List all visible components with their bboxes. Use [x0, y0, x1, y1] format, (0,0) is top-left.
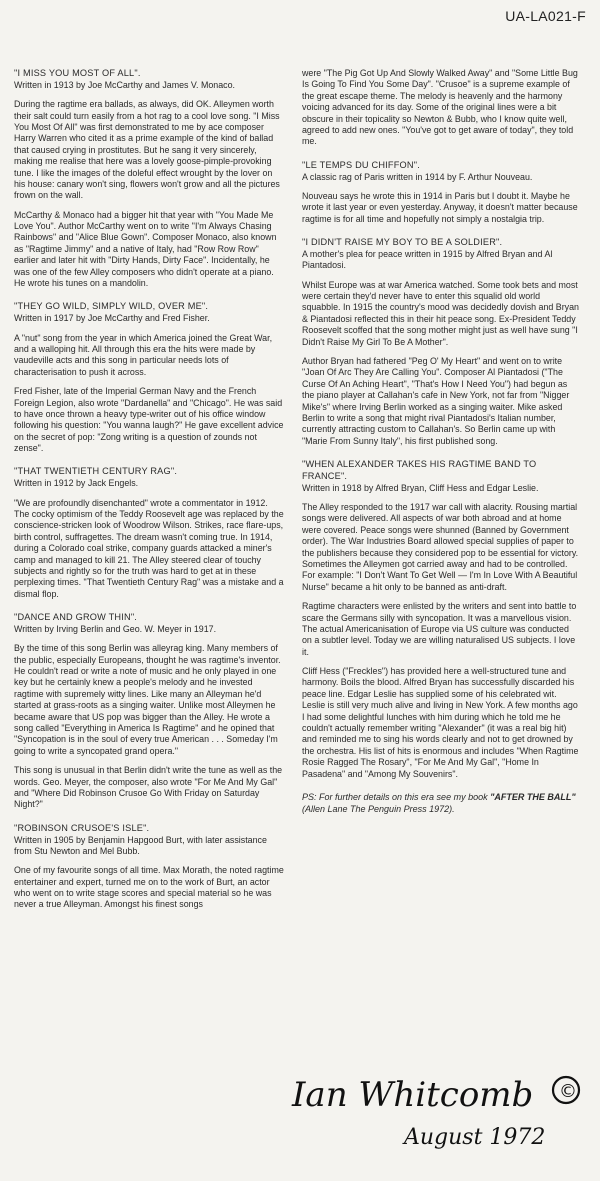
- song-section: [14, 68, 284, 289]
- song-credit: Written in 1917 by Joe McCarthy and Fred Fisher.: [14, 313, 210, 324]
- body-paragraph: Author Bryan had fathered "Peg O' My Heart" and went on to write "Joan Of Arc They Are Calling You". Composer Al Piantadosi ("The Curse Of An Aching Heart", "That's How I Need You") had begun as the piano player at Callahan's cafe in New York, not far from "Nigger Mike's" where Irving Berlin worked as a singing waiter. Mike asked Berlin to write a song that might rival Piantadosi's Italian number, currently attracting custom to Callahan's. So Berlin came up with "Marie From Sunny Italy", his first published song.: [302, 355, 570, 446]
- song-credit: Written in 1918 by Alfred Bryan, Cliff Hess and Edgar Leslie.: [302, 482, 539, 493]
- body-paragraph: One of my favourite songs of all time. Max Morath, the noted ragtime entertainer and expert, turned me on to the work of Burt, an actor who went on to write stage scores and special material so he was never a true Alleyman. Amongst his finest songs: [14, 865, 284, 910]
- copyright-mark: ©: [559, 1081, 577, 1102]
- body-paragraph: Whilst Europe was at war America watched. Some took bets and most were certain they'd never have to enter this squalid old world squabble. In 1915 the country's mood was decidedly dovish and Bryan & Piantadosi reflected this in their hit peace song. Ex-President Teddy Roosevelt scoffed that the song mother might just as well have sung "I Didn't Raise My Girl To Be A Mother".: [302, 279, 579, 347]
- song-heading: [302, 237, 580, 272]
- song-heading: [14, 68, 284, 91]
- song-credit: Written by Irving Berlin and Geo. W. Meyer in 1917.: [14, 623, 217, 634]
- song-title: "WHEN ALEXANDER TAKES HIS RAGTIME BAND TO FRANCE".: [302, 459, 537, 481]
- postscript-tail: (Allen Lane The Penguin Press 1972).: [302, 803, 455, 814]
- song-heading: [14, 466, 284, 489]
- song-title: "THAT TWENTIETH CENTURY RAG".: [14, 466, 178, 477]
- song-section: [302, 237, 580, 447]
- song-title: "DANCE AND GROW THIN".: [14, 612, 138, 623]
- body-paragraph: By the time of this song Berlin was alleyrag king. Many members of the public, especially Europeans, thought he was ragtime's inventor. He couldn't read or write a note of music and he only played in one key but he certainly knew a people's melody and he invested ragtime with supremely witty lines. Like many an Alleyman he'd started at grass-roots as a singing waiter. Unlike most Alleymen he became aware that US pop was bigger than the Alley. He wrote a song called "Everything in America Is Ragtime" and he opined that "Syncopation is in the soul of every true American . . . Someday I'm going to write a syncopated grand opera.": [14, 643, 281, 756]
- body-paragraph: were "The Pig Got Up And Slowly Walked Away" and "Some Little Bug Is Going To Find You Some Day". "Crusoe" is a supreme example of the great escape theme. The melody is heavenly and the harmony voicing advanced for its day. Some of the original lines were a bit obscure in their topicality so Newton & Bubb, who I know quite well, agreed to add new ones. "You've got to get aware of today", they told me.: [302, 68, 578, 147]
- body-paragraph: The Alley responded to the 1917 war call with alacrity. Rousing martial songs were delivered. All aspects of war both abroad and at home were covered. Peace songs were shunned (Banned by Government order). The War Industries Board allowed special supplies of paper to the publishers because they considered pop to be essential for victory. Sometimes the Alleymen got carried away and had to be controlled. For example: "I Don't Want To Get Well — I'm In Love With A Beautiful Nurse" became a hit only to be banned as anti-draft.: [302, 502, 579, 592]
- song-heading: [14, 823, 284, 858]
- body-paragraph: During the ragtime era ballads, as always, did OK. Alleymen worth their salt could turn easily from a hot rag to a cool love song. "I Miss You Most Of All" was first demonstrated to me by ace composer Harry Warren who cited it as a prime example of the kind of ballad that caused crying in prostitutes. But he sang it very sincerely, making me realise that here was a lovely goose-pimple-provoking tune. I like the images of the doleful effect wrought by the lover on his house: canary won't sing, flowers won't grow and all the pictures frown on the wall.: [14, 99, 280, 201]
- song-section: [14, 823, 284, 911]
- song-section: [14, 466, 284, 600]
- catalog-number: UA-LA021-F: [505, 8, 586, 24]
- postscript-lead: PS: For further details on this era see my book: [302, 791, 491, 802]
- song-heading: [14, 301, 284, 324]
- song-section: [302, 68, 580, 148]
- postscript: [302, 792, 580, 815]
- song-credit: Written in 1913 by Joe McCarthy and James V. Monaco.: [14, 79, 235, 90]
- signature-date: August 1972: [404, 1125, 546, 1150]
- body-paragraph: "We are profoundly disenchanted" wrote a commentator in 1912. The cocky optimism of the Teddy Roosevelt age was replaced by the conscience-stricken look of Woodrow Wilson. Strikes, race flare-ups, birth control, suffragettes. The dream wasn't coming true. In 1914, during a Colorado coal strike, company guards attacked a miner's camp and managed to kill 21. The Alley steered clear of touchy subjects and rightly so for the truth was hard to get at in these perplexing times. "That Twentieth Century Rag" was a mistake and a dismal flop.: [14, 497, 284, 599]
- song-title: "I MISS YOU MOST OF ALL".: [14, 68, 141, 78]
- song-section: [14, 301, 284, 454]
- song-heading: [14, 612, 284, 635]
- body-paragraph: Nouveau says he wrote this in 1914 in Paris but I doubt it. Maybe he wrote it last year or even yesterday. Anyway, it doesn't matter because ragtime is for all time and hopefully not simply a nostalgia trip.: [302, 190, 578, 224]
- song-heading: [302, 459, 580, 494]
- song-title: "LE TEMPS DU CHIFFON".: [302, 159, 420, 170]
- body-paragraph: McCarthy & Monaco had a bigger hit that year with "You Made Me Love You". Author McCarthy went on to write "I'm Always Chasing Rainbows" and "Alice Blue Gown". Composer Monaco, also known as "Ragtime Jimmy" and a native of Italy, had "Row Row Row" earlier and later hit with "Dirty Hands, Dirty Face". Incidentally, he was one of the few Alley composers who didn't operate at a piano. He wrote his tunes on a mandolin.: [14, 209, 277, 289]
- song-section: [302, 459, 580, 780]
- body-paragraph: Fred Fisher, late of the Imperial German Navy and the French Foreign Legion, also wrote "Dardanella" and "Chicago". He was said to have once thrown a heavy type-writer out of his office window following his question: "You wanna laugh?" He gave excellent advice on the secret of pop: "Zong writing is a question of zounds not zense".: [14, 386, 284, 454]
- song-title: "ROBINSON CRUSOE'S ISLE".: [14, 822, 150, 833]
- song-section: [302, 160, 580, 225]
- song-credit: A classic rag of Paris written in 1914 by F. Arthur Nouveau.: [302, 171, 533, 182]
- body-paragraph: This song is unusual in that Berlin didn't write the tune as well as the words. Geo. Meyer, the composer, also wrote "For Me And My Gal" and "Where Did Robinson Crusoe Go With Friday on Saturday Night?": [14, 765, 283, 810]
- body-paragraph: Ragtime characters were enlisted by the writers and sent into battle to scare the Germans silly with syncopation. It was a marvellous vision. The actual Americanisation of Europe via US culture was conducted on a subtler level. Today we are willing naturalised US subjects. I love it.: [302, 601, 577, 657]
- postscript-book-title: "AFTER THE BALL": [490, 791, 576, 802]
- song-credit: Written in 1912 by Jack Engels.: [14, 478, 139, 489]
- song-heading: [302, 160, 580, 183]
- signature-name: Ian Whitcomb: [292, 1075, 534, 1115]
- body-paragraph: Cliff Hess ("Freckles") has provided here a well-structured tune and harmony. Boils the blood. Alfred Bryan has successfully discarded his peace line. Edgar Leslie has supplied some of his celebrated wit. Leslie is still very much alive and living in New York. A few months ago I had some delightful lunches with him during which he told me he couldn't actually remember writing "Alexander" (it was a real big hit) and reminded me to sing his words clearly and not to get drowned by the orchestra. His list of hits is enormous and includes "When Ragtime Rosie Ragged The Rosary", "For Me And My Gal", "Home In Pasadena" and "Among My Souvenirs".: [302, 666, 579, 779]
- left-column: [14, 68, 284, 923]
- song-section: [14, 612, 284, 811]
- song-credit: A mother's plea for peace written in 1915 by Alfred Bryan and Al Piantadosi.: [302, 248, 553, 271]
- song-title: "THEY GO WILD, SIMPLY WILD, OVER ME".: [14, 301, 209, 312]
- right-column: [302, 68, 580, 815]
- song-credit: Written in 1905 by Benjamin Hapgood Burt, with later assistance from Stu Newton and Mel Bubb.: [14, 834, 267, 856]
- song-title: "I DIDN'T RAISE MY BOY TO BE A SOLDIER".: [302, 237, 503, 248]
- body-paragraph: A "nut" song from the year in which America joined the Great War, and a walloping hit. All through this era the hits were made by vaudeville acts and this song in particular needs lots of characterisation to push it across.: [14, 332, 273, 377]
- handwritten-signature: [284, 1064, 594, 1152]
